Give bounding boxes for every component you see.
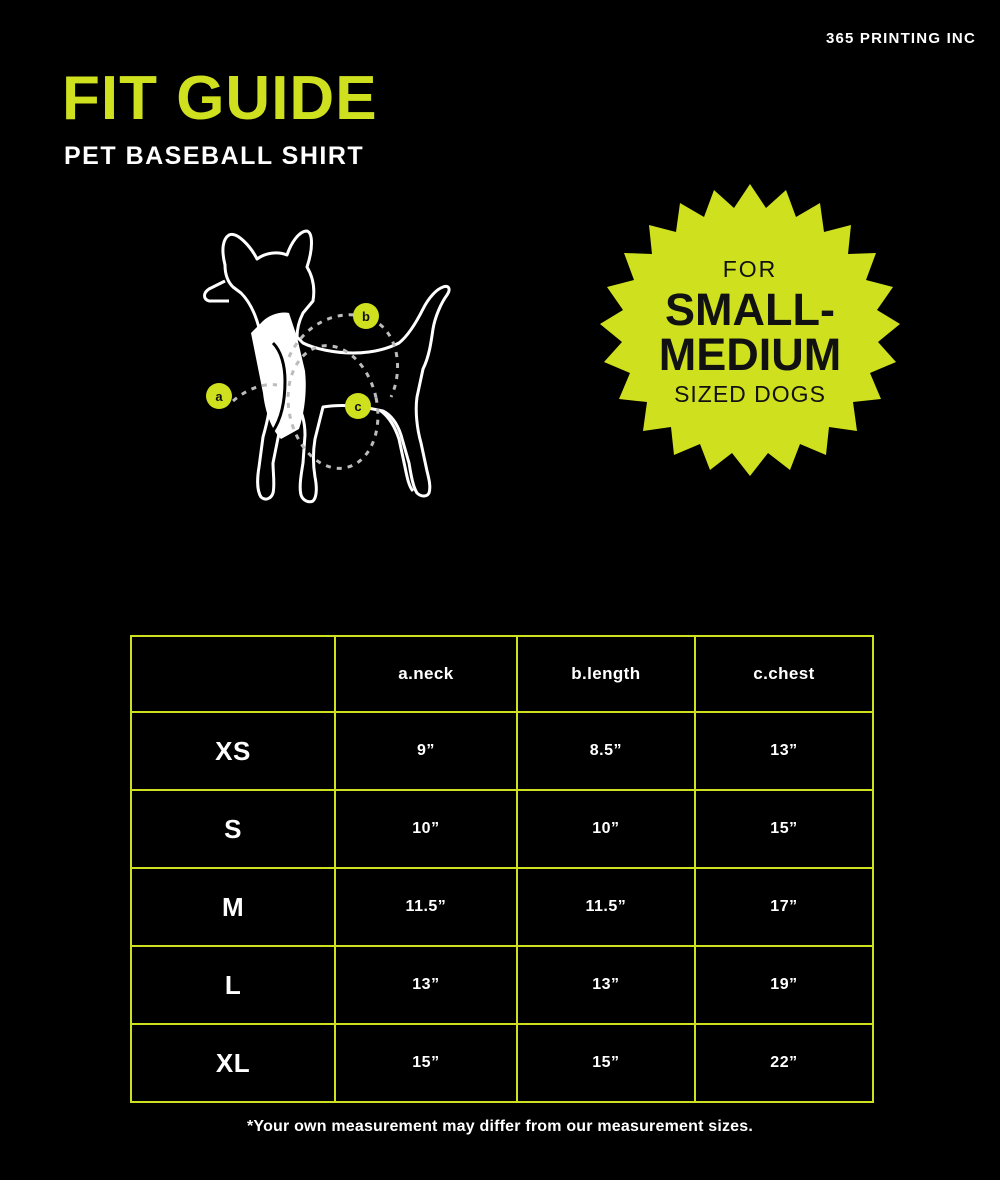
row-chest: 17” <box>695 868 873 946</box>
header-length: b.length <box>517 636 695 712</box>
row-chest: 19” <box>695 946 873 1024</box>
row-length: 10” <box>517 790 695 868</box>
dog-outline-icon <box>185 225 525 535</box>
row-size: XL <box>131 1024 335 1102</box>
row-length: 8.5” <box>517 712 695 790</box>
row-neck: 9” <box>335 712 517 790</box>
size-table <box>130 635 874 1103</box>
badge-line-for: FOR <box>722 256 778 282</box>
marker-c-chest: c <box>345 393 371 419</box>
row-neck: 13” <box>335 946 517 1024</box>
table-row <box>131 868 873 946</box>
badge-line-sized-dogs: SIZED DOGS <box>674 381 826 407</box>
table-row <box>131 1024 873 1102</box>
footnote: *Your own measurement may differ from our measurement sizes. <box>246 1118 754 1135</box>
table-row <box>131 946 873 1024</box>
marker-a-neck: a <box>206 383 232 409</box>
row-chest: 13” <box>695 712 873 790</box>
table-row <box>131 790 873 868</box>
row-size: S <box>131 790 335 868</box>
badge-line-medium: MEDIUM <box>658 329 842 380</box>
row-size: XS <box>131 712 335 790</box>
marker-b-length: b <box>353 303 379 329</box>
brand-name: 365 PRINTING INC <box>825 30 976 47</box>
page-title: FIT GUIDE <box>62 64 378 133</box>
row-neck: 10” <box>335 790 517 868</box>
row-size: M <box>131 868 335 946</box>
row-length: 15” <box>517 1024 695 1102</box>
table-header-row <box>131 636 873 712</box>
row-length: 11.5” <box>517 868 695 946</box>
header-size <box>131 636 335 712</box>
row-length: 13” <box>517 946 695 1024</box>
size-chart <box>130 635 874 1103</box>
header-chest: c.chest <box>695 636 873 712</box>
dog-measurement-diagram <box>185 225 525 535</box>
row-chest: 15” <box>695 790 873 868</box>
header-neck: a.neck <box>335 636 517 712</box>
row-chest: 22” <box>695 1024 873 1102</box>
row-neck: 11.5” <box>335 868 517 946</box>
page-subtitle: PET BASEBALL SHIRT <box>64 142 365 170</box>
table-row <box>131 712 873 790</box>
row-size: L <box>131 946 335 1024</box>
size-badge <box>600 182 900 482</box>
badge-line-small: SMALL- <box>665 284 835 335</box>
row-neck: 15” <box>335 1024 517 1102</box>
